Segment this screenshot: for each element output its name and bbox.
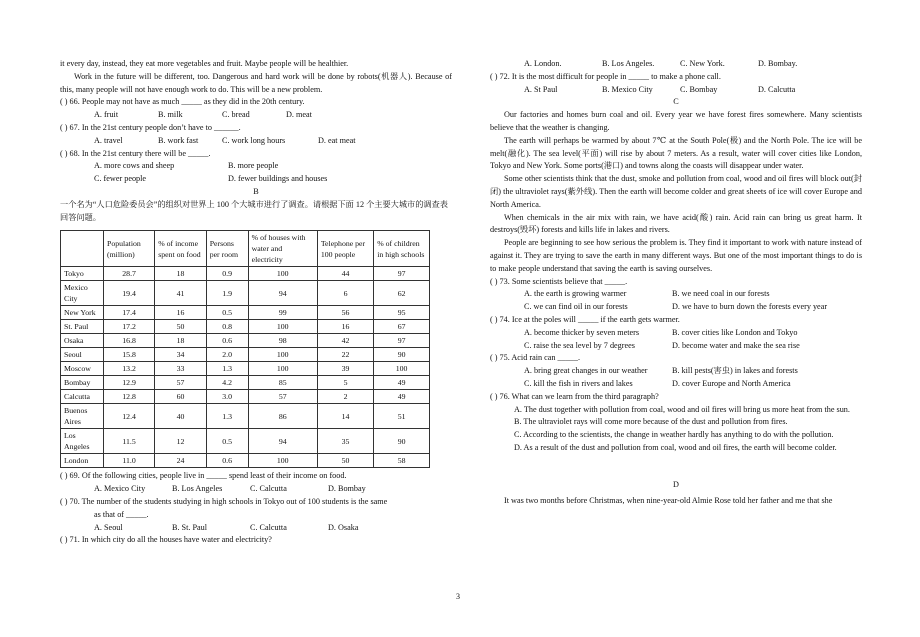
table-cell: 11.0 <box>104 454 155 468</box>
option: B. St. Paul <box>172 522 208 532</box>
option: A. bring great changes in our weather <box>524 366 648 376</box>
question-74: ( ) 74. Ice at the poles will _____ if the earth gets warmer. <box>490 314 680 324</box>
table-cell: 58 <box>374 454 430 468</box>
option: B. Mexico City <box>602 84 653 94</box>
table-cell: 42 <box>317 334 373 348</box>
option: C. Calcutta <box>250 484 287 494</box>
option: D. fewer buildings and houses <box>228 174 328 184</box>
table-cell: 90 <box>374 429 430 454</box>
table-cell: 0.6 <box>206 334 248 348</box>
table-cell: 6 <box>317 281 373 306</box>
section-d-heading: D <box>673 479 679 489</box>
table-cell: 86 <box>248 404 317 429</box>
table-cell: 50 <box>155 320 206 334</box>
option: D. Osaka <box>328 522 359 532</box>
table-row <box>61 454 430 468</box>
table-cell: 100 <box>248 362 317 376</box>
q75-options-row1 <box>490 365 862 378</box>
city-name-cell: Seoul <box>61 348 104 362</box>
option: B. cover cities like London and Tokyo <box>672 327 798 337</box>
q74-options-row1 <box>490 327 862 340</box>
option: B. work fast <box>158 135 199 145</box>
option: A. more cows and sheep <box>94 161 175 171</box>
option: C. According to the scientists, the change in weather hardly has anything to do with the pollution. <box>514 430 834 440</box>
table-cell: 11.5 <box>104 429 155 454</box>
question-69: ( ) 69. Of the following cities, people live in _____ spend least of their income on food. <box>60 471 347 481</box>
section-c-heading: C <box>673 97 679 107</box>
table-cell: 33 <box>155 362 206 376</box>
table-cell: 90 <box>374 348 430 362</box>
table-cell: 94 <box>248 429 317 454</box>
table-cell: 12.9 <box>104 376 155 390</box>
table-cell: 22 <box>317 348 373 362</box>
table-cell: 34 <box>155 348 206 362</box>
option: B. The ultraviolet rays will come more because of the dust and pollution from fires. <box>514 417 788 427</box>
table-header: Population (million) <box>104 231 155 267</box>
table-cell: 95 <box>374 306 430 320</box>
table-cell: 40 <box>155 404 206 429</box>
q69-options <box>60 483 452 496</box>
table-cell: 44 <box>317 267 373 281</box>
question-73: ( ) 73. Some scientists believe that _____. <box>490 276 628 286</box>
table-cell: 100 <box>248 454 317 468</box>
question-68: ( ) 68. In the 21st century there will be _____. <box>60 148 211 158</box>
table-row <box>61 267 430 281</box>
table-row <box>61 320 430 334</box>
table-cell: 97 <box>374 334 430 348</box>
passage-paragraph: When chemicals in the air mix with rain, we have acid(酸) rain. Acid rain can bring us great harm. It destroys(毁坏) forests and kills life in lakes and rivers. <box>490 212 862 235</box>
table-cell: 49 <box>374 376 430 390</box>
section-b-heading: B <box>253 186 259 196</box>
table-cell: 18 <box>155 267 206 281</box>
option: A. fruit <box>94 110 119 120</box>
table-cell: 12.8 <box>104 390 155 404</box>
table-cell: 12.4 <box>104 404 155 429</box>
question-70-cont: as that of _____. <box>94 509 149 519</box>
option: A. The dust together with pollution from coal, wood and oil fires will bring us more heat from the sun. <box>514 404 850 414</box>
city-name-cell: London <box>61 454 104 468</box>
table-row <box>61 404 430 429</box>
table-cell: 18 <box>155 334 206 348</box>
city-name-cell: Mexico City <box>61 281 104 306</box>
option: A. Mexico City <box>94 484 146 494</box>
table-cell: 3.0 <box>206 390 248 404</box>
q68-options-row1 <box>60 160 452 173</box>
table-body <box>61 267 430 468</box>
passage-paragraph: The earth will perhaps be warmed by about 7℃ at the South Pole(极) and the North Pole. The ice will be melt(融化). The sea level(平面) will rise by about 7 meters. As a result, water will cover cities like London, Tokyo and New York. Some ports(港口) and towns along the coasts will disappear under water. <box>490 135 862 171</box>
table-cell: 57 <box>248 390 317 404</box>
table-cell: 60 <box>155 390 206 404</box>
table-row <box>61 429 430 454</box>
option: B. milk <box>158 110 183 120</box>
table-cell: 17.4 <box>104 306 155 320</box>
city-name-cell: Moscow <box>61 362 104 376</box>
table-row <box>61 362 430 376</box>
table-cell: 28.7 <box>104 267 155 281</box>
intro-line: it every day, instead, they eat more vegetables and fruit. Maybe people will be healthier. <box>60 59 349 68</box>
city-name-cell: Tokyo <box>61 267 104 281</box>
city-name-cell: Osaka <box>61 334 104 348</box>
table-cell: 67 <box>374 320 430 334</box>
table-cell: 2 <box>317 390 373 404</box>
option: C. bread <box>222 110 250 120</box>
option: D. Calcutta <box>758 84 796 94</box>
table-cell: 57 <box>155 376 206 390</box>
table-cell: 16 <box>317 320 373 334</box>
q66-options <box>60 109 452 122</box>
left-column <box>60 58 452 547</box>
table-header: % of children in high schools <box>374 231 430 267</box>
table-cell: 0.9 <box>206 267 248 281</box>
table-header: % of income spent on food <box>155 231 206 267</box>
table-cell: 97 <box>374 267 430 281</box>
city-survey-table <box>60 230 430 468</box>
q74-options-row2 <box>490 340 862 353</box>
table-cell: 1.3 <box>206 362 248 376</box>
option: C. Bombay <box>680 84 718 94</box>
option: D. we have to burn down the forests every year <box>672 302 828 312</box>
option: C. fewer people <box>94 174 147 184</box>
table-row <box>61 390 430 404</box>
option: D. Bombay <box>328 484 366 494</box>
option: B. more people <box>228 161 279 171</box>
table-cell: 2.0 <box>206 348 248 362</box>
table-row <box>61 376 430 390</box>
question-67: ( ) 67. In the 21st century people don’t have to ______. <box>60 122 241 132</box>
city-name-cell: New York <box>61 306 104 320</box>
option: D. become water and make the sea rise <box>672 340 800 350</box>
option: D. meat <box>286 110 312 120</box>
table-cell: 35 <box>317 429 373 454</box>
table-header: Persons per room <box>206 231 248 267</box>
table-cell: 0.5 <box>206 429 248 454</box>
table-cell: 19.4 <box>104 281 155 306</box>
table-cell: 4.2 <box>206 376 248 390</box>
option: B. Los Angeles <box>172 484 223 494</box>
table-cell: 13.2 <box>104 362 155 376</box>
option: D. Bombay. <box>758 59 798 68</box>
q68-options-row2 <box>60 173 452 186</box>
table-cell: 1.3 <box>206 404 248 429</box>
table-cell: 62 <box>374 281 430 306</box>
table-cell: 0.6 <box>206 454 248 468</box>
right-column <box>490 58 862 507</box>
option: A. become thicker by seven meters <box>524 327 640 337</box>
table-cell: 41 <box>155 281 206 306</box>
table-cell: 16.8 <box>104 334 155 348</box>
page-number: 3 <box>456 592 460 601</box>
table-cell: 94 <box>248 281 317 306</box>
q73-options-row2 <box>490 301 862 314</box>
q67-options <box>60 135 452 148</box>
table-cell: 5 <box>317 376 373 390</box>
option: B. Los Angeles. <box>602 59 655 68</box>
table-cell: 100 <box>248 320 317 334</box>
table-cell: 100 <box>248 267 317 281</box>
table-cell: 0.5 <box>206 306 248 320</box>
table-cell: 14 <box>317 404 373 429</box>
option: D. cover Europe and North America <box>672 378 791 388</box>
table-cell: 15.8 <box>104 348 155 362</box>
option: A. travel <box>94 135 123 145</box>
passage-paragraph: Our factories and homes burn coal and oil. Every year we have forest fires somewhere. Many scientists believe that the weather is changing. <box>490 110 862 132</box>
table-row <box>61 281 430 306</box>
passage-paragraph: People are beginning to see how serious the problem is. They find it important to work with nature instead of against it. They are trying to save the earth in many different ways. But one of the most important things to do is to make people understand that saving the earth is saving ourselves. <box>490 238 862 273</box>
option: A. St Paul <box>524 84 558 94</box>
city-name-cell: Buenos Aires <box>61 404 104 429</box>
table-cell: 50 <box>317 454 373 468</box>
city-name-cell: Los Angeles <box>61 429 104 454</box>
table-cell: 12 <box>155 429 206 454</box>
option: A. London. <box>524 59 562 68</box>
table-cell: 85 <box>248 376 317 390</box>
question-66: ( ) 66. People may not have as much _____ as they did in the 20th century. <box>60 97 305 107</box>
option: C. kill the fish in rivers and lakes <box>524 378 633 388</box>
option: D. eat meat <box>318 135 356 145</box>
table-header: Telephone per 100 people <box>317 231 373 267</box>
city-name-cell: Calcutta <box>61 390 104 404</box>
section-b-intro: 一个名为“人口危险委员会”的组织对世界上 100 个大城市进行了调查。请根据下面 12 个主要大城市的调查表回答问题。 <box>60 199 448 222</box>
table-cell: 0.8 <box>206 320 248 334</box>
table-row <box>61 306 430 320</box>
table-cell: 99 <box>248 306 317 320</box>
table-header-row <box>61 231 430 267</box>
table-cell: 100 <box>248 348 317 362</box>
q75-options-row2 <box>490 378 862 391</box>
q72-options <box>490 84 862 97</box>
table-cell: 56 <box>317 306 373 320</box>
q73-options-row1 <box>490 288 862 301</box>
question-75: ( ) 75. Acid rain can _____. <box>490 353 581 363</box>
option: C. raise the sea level by 7 degrees <box>524 340 635 350</box>
table-cell: 1.9 <box>206 281 248 306</box>
table-cell: 17.2 <box>104 320 155 334</box>
intro-paragraph: Work in the future will be different, too. Dangerous and hard work will be done by robots(机器人). Because of this, many people will not have enough work to do. This will be a new problem. <box>60 71 452 94</box>
q70-options <box>60 522 452 535</box>
option: B. we need coal in our forests <box>672 289 770 299</box>
table-cell: 16 <box>155 306 206 320</box>
option: D. As a result of the dust and pollution from coal, wood and oil fires, the earth will become colder. <box>514 442 837 452</box>
question-71: ( ) 71. In which city do all the houses have water and electricity? <box>60 535 272 545</box>
table-cell: 39 <box>317 362 373 376</box>
question-76: ( ) 76. What can we learn from the third paragraph? <box>490 391 659 401</box>
option: A. the earth is growing warmer <box>524 289 627 299</box>
option: C. work long hours <box>222 135 286 145</box>
table-row <box>61 334 430 348</box>
passage-paragraph: It was two months before Christmas, when nine-year-old Almie Rose told her father and me that she <box>504 495 833 505</box>
table-cell: 100 <box>374 362 430 376</box>
table-cell: 51 <box>374 404 430 429</box>
table-cell: 24 <box>155 454 206 468</box>
question-72: ( ) 72. It is the most difficult for people in _____ to make a phone call. <box>490 71 721 81</box>
option: C. we can find oil in our forests <box>524 302 628 312</box>
table-header: % of houses with water and electricity <box>248 231 317 267</box>
option: B. kill pests(害虫) in lakes and forests <box>672 366 798 376</box>
passage-paragraph: Some other scientists think that the dust, smoke and pollution from coal, wood and oil fires will block out(封闭) the ultraviolet rays(紫外线). Then the earth will become colder and great sheets of ice will cover Europe and North America. <box>490 174 862 209</box>
question-70: ( ) 70. The number of the students studying in high schools in Tokyo out of 100 students is the same <box>60 496 388 506</box>
option: A. Seoul <box>94 522 123 532</box>
city-name-cell: St. Paul <box>61 320 104 334</box>
table-header <box>61 231 104 267</box>
table-cell: 98 <box>248 334 317 348</box>
q71-options <box>490 58 862 71</box>
city-name-cell: Bombay <box>61 376 104 390</box>
table-row <box>61 348 430 362</box>
option: C. Calcutta <box>250 522 287 532</box>
table-cell: 49 <box>374 390 430 404</box>
option: C. New York. <box>680 59 725 68</box>
